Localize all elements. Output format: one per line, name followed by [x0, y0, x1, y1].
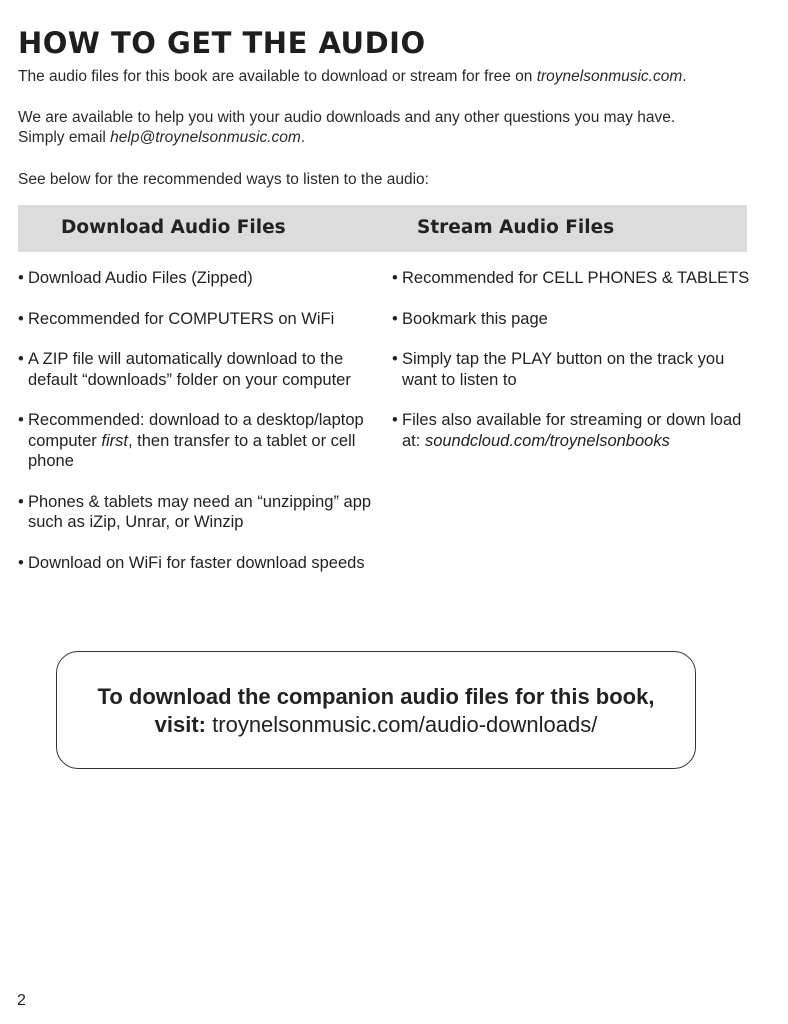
bullet: • [18, 309, 24, 328]
stream-list-item [392, 309, 752, 330]
list-item-text-before: Files also available for streaming or down load at: [402, 411, 742, 450]
download-list-item [18, 268, 383, 289]
stream-list-item [392, 410, 752, 451]
list-item-text-before: Recommended: download to a desktop/laptop computer [28, 411, 364, 450]
audio-downloads-link[interactable]: troynelsonmusic.com/audio-downloads/ [212, 712, 598, 737]
download-list-item [18, 553, 383, 574]
soundcloud-link[interactable]: soundcloud.com/troynelsonbooks [424, 431, 670, 450]
list-item-text: Recommended for COMPUTERS on WiFi [28, 309, 335, 328]
page-number: 2 [17, 992, 26, 1009]
download-callout-box [56, 651, 696, 769]
download-list [18, 268, 383, 593]
bullet: • [392, 269, 398, 287]
download-list-item [18, 309, 383, 330]
callout-heading: To download the companion audio files for this book, [97, 684, 655, 709]
list-item-text: Download on WiFi for faster download speeds [28, 553, 365, 572]
intro-availability-text: The audio files for this book are available to download or stream for free on [18, 68, 537, 85]
stream-list-item [392, 349, 752, 390]
stream-list [392, 268, 752, 471]
list-item-text: Download Audio Files (Zipped) [28, 269, 253, 287]
callout-visit-label: visit: [154, 712, 207, 737]
intro-help-line1: We are available to help you with your audio downloads and any other questions you may have. [18, 109, 676, 126]
stream-list-item [392, 268, 752, 289]
bullet: • [18, 350, 24, 368]
bullet: • [18, 492, 24, 511]
bullet: • [392, 350, 398, 368]
bullet: • [392, 309, 398, 328]
list-item-text-after: , then transfer to a tablet or cell phone [28, 431, 356, 470]
list-item-emphasis: first [101, 431, 128, 450]
bullet: • [18, 553, 24, 572]
callout-visit-line [57, 712, 695, 738]
intro-help-end: . [300, 129, 306, 146]
download-column-heading: Download Audio Files [61, 217, 286, 238]
bullet: • [392, 411, 398, 429]
intro-paragraph-availability [18, 67, 687, 87]
download-list-item [18, 410, 383, 472]
list-item-text: A ZIP file will automatically download to the default “downloads” folder on your computer [28, 350, 351, 389]
page-title: HOW TO GET THE AUDIO [18, 26, 426, 60]
website-link[interactable]: troynelsonmusic.com [536, 68, 683, 85]
intro-paragraph-recommend: See below for the recommended ways to listen to the audio: [18, 171, 429, 188]
intro-availability-end: . [682, 68, 687, 85]
bullet: • [18, 269, 24, 287]
intro-help-text: Simply email [18, 129, 111, 146]
intro-paragraph-help [18, 108, 675, 148]
bullet: • [18, 411, 24, 429]
list-item-text: Bookmark this page [402, 309, 548, 328]
stream-column-heading: Stream Audio Files [417, 217, 615, 238]
download-list-item [18, 492, 383, 533]
list-item-text: Simply tap the PLAY button on the track you want to listen to [402, 350, 725, 389]
help-email-link[interactable]: help@troynelsonmusic.com [110, 129, 301, 146]
download-list-item [18, 349, 383, 390]
list-item-text: Phones & tablets may need an “unzipping” app such as iZip, Unrar, or Winzip [28, 492, 372, 531]
list-item-text: Recommended for CELL PHONES & TABLETS [402, 269, 750, 287]
